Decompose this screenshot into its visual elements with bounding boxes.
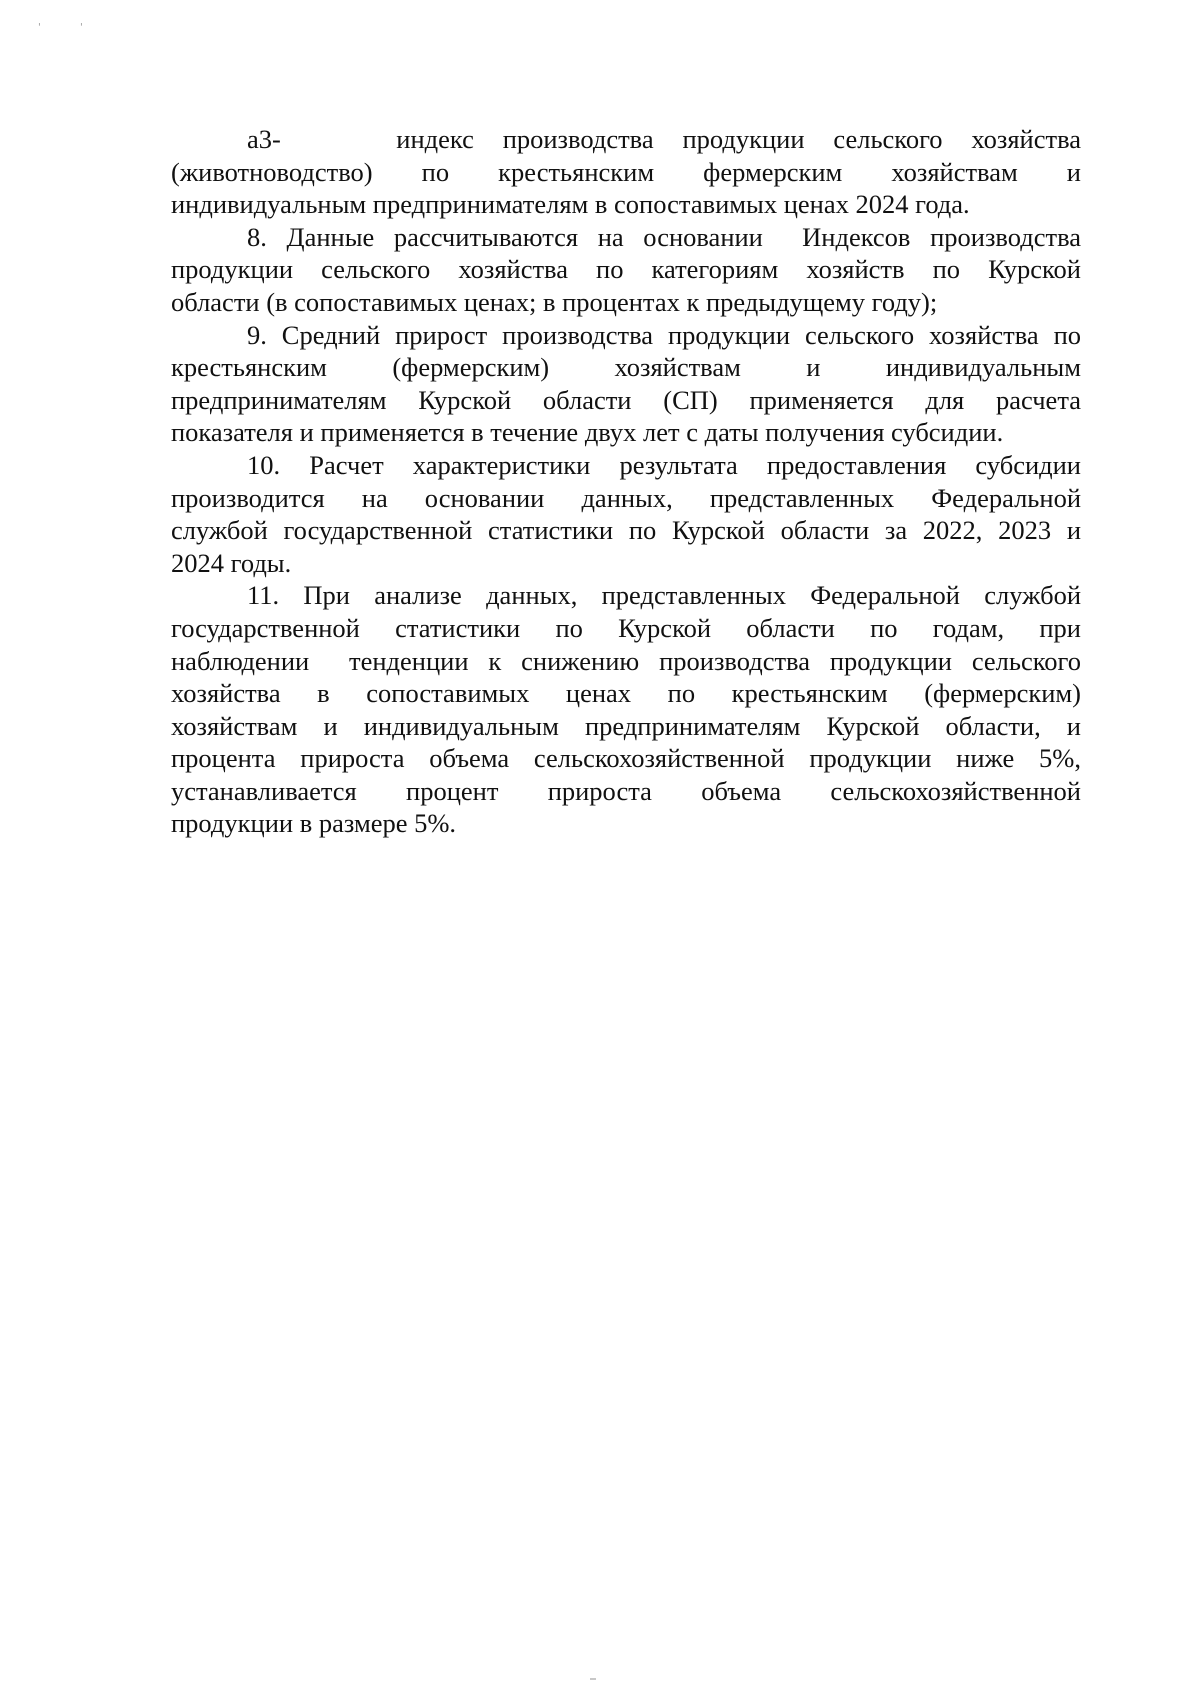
paragraph-9-line: показателя и применяется в течение двух лет с даты получения субсидии. bbox=[171, 417, 1004, 448]
paragraph-10-line: службой государственной статистики по Курской области за 2022, 2023 и bbox=[171, 515, 1081, 546]
paragraph-10-line: 2024 годы. bbox=[171, 547, 292, 578]
paragraph-11-line: устанавливается процент прироста объема сельскохозяйственной bbox=[171, 775, 1081, 806]
paragraph-9-line: предпринимателям Курской области (СП) применяется для расчета bbox=[171, 384, 1081, 415]
paragraph-8-line: области (в сопоставимых ценах; в процентах к предыдущему году); bbox=[171, 286, 938, 317]
paragraph-11-line: 11. При анализе данных, представленных Федеральной службой bbox=[247, 580, 1081, 611]
scan-mark: ' bbox=[38, 22, 41, 33]
paragraph-9-line: 9. Средний прирост производства продукции сельского хозяйства по bbox=[247, 319, 1081, 350]
document-body bbox=[171, 123, 1081, 840]
scan-artifact bbox=[590, 1678, 596, 1680]
paragraph-9-line: крестьянским (фермерским) хозяйствам и индивидуальным bbox=[171, 352, 1081, 383]
paragraph-a3-line: индивидуальным предпринимателям в сопоставимых ценах 2024 года. bbox=[171, 189, 970, 220]
paragraph-10-line: 10. Расчет характеристики результата предоставления субсидии bbox=[247, 449, 1081, 480]
paragraph-11-line: процента прироста объема сельскохозяйственной продукции ниже 5%, bbox=[171, 743, 1081, 774]
paragraph-a3-line: а3- индекс производства продукции сельского хозяйства bbox=[247, 124, 1081, 154]
paragraph-a3-line: (животноводство) по крестьянским фермерским хозяйствам и bbox=[171, 156, 1081, 187]
paragraph-11-line: наблюдении тенденции к снижению производства продукции сельского bbox=[171, 645, 1081, 676]
paragraph-8-line: 8. Данные рассчитываются на основании Индексов производства bbox=[247, 221, 1081, 252]
paragraph-10-line: производится на основании данных, представленных Федеральной bbox=[171, 482, 1081, 513]
paragraph-11-line: хозяйствам и индивидуальным предпринимателям Курской области, и bbox=[171, 710, 1081, 741]
paragraph-11-line: продукции в размере 5%. bbox=[171, 808, 457, 839]
paragraph-11-line: государственной статистики по Курской области по годам, при bbox=[171, 612, 1081, 643]
scan-mark: ' bbox=[80, 22, 83, 33]
paragraph-11-line: хозяйства в сопоставимых ценах по крестьянским (фермерским) bbox=[171, 678, 1081, 709]
paragraph-8-line: продукции сельского хозяйства по категориям хозяйств по Курской bbox=[171, 254, 1081, 285]
